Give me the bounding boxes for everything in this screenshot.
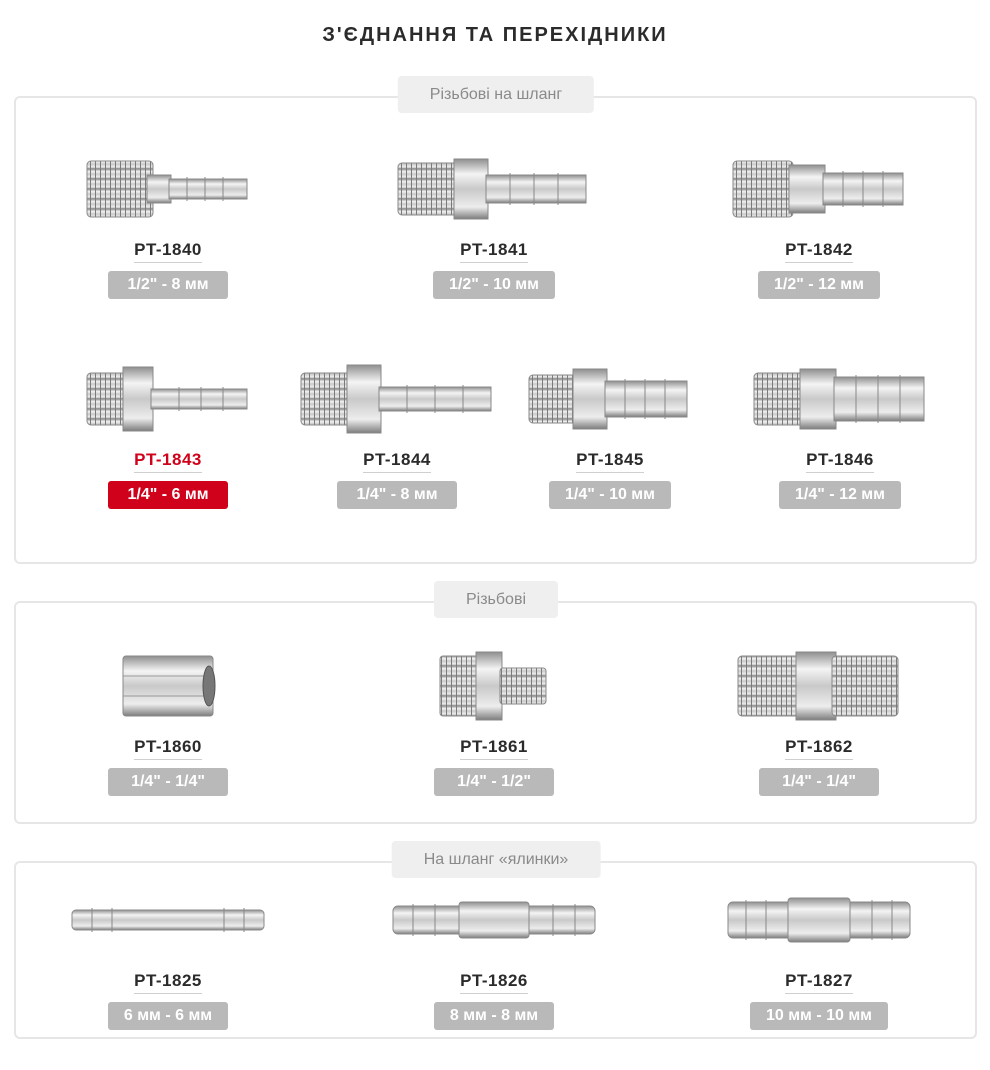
product-code[interactable]: PT-1845 — [576, 450, 644, 473]
product-card[interactable] — [495, 354, 725, 509]
product-code[interactable]: PT-1860 — [134, 737, 202, 760]
product-card[interactable] — [725, 354, 955, 509]
hose-splicer-icon — [724, 875, 914, 965]
product-code[interactable]: PT-1844 — [363, 450, 431, 473]
product-size-badge: 1/4" - 1/4" — [759, 768, 879, 796]
product-size-badge: 1/2" - 12 мм — [758, 271, 880, 299]
product-card[interactable] — [282, 354, 512, 509]
product-size-badge: 1/4" - 10 мм — [549, 481, 671, 509]
section-threaded-hose — [14, 86, 977, 564]
section-tab[interactable]: На шланг «ялинки» — [392, 841, 601, 878]
product-size-badge: 8 мм - 8 мм — [434, 1002, 554, 1030]
product-code[interactable]: PT-1826 — [460, 971, 528, 994]
product-code[interactable]: PT-1862 — [785, 737, 853, 760]
product-card[interactable] — [379, 875, 609, 1030]
product-size-badge: 1/4" - 8 мм — [337, 481, 457, 509]
product-code[interactable]: PT-1861 — [460, 737, 528, 760]
product-code[interactable]: PT-1841 — [460, 240, 528, 263]
product-size-badge: 1/4" - 12 мм — [779, 481, 901, 509]
hose-barb-fitting-icon — [525, 354, 695, 444]
product-size-badge: 1/4" - 1/2" — [434, 768, 554, 796]
product-card[interactable] — [379, 641, 609, 796]
product-code[interactable]: PT-1843 — [134, 450, 202, 473]
product-card[interactable] — [53, 354, 283, 509]
product-size-badge: 1/4" - 1/4" — [108, 768, 228, 796]
product-size-badge: 1/2" - 10 мм — [433, 271, 555, 299]
product-card[interactable] — [704, 875, 934, 1030]
product-code[interactable]: PT-1825 — [134, 971, 202, 994]
hose-barb-fitting-icon — [394, 144, 594, 234]
hose-barb-fitting-icon — [83, 354, 253, 444]
product-code[interactable]: PT-1846 — [806, 450, 874, 473]
product-card[interactable] — [379, 144, 609, 299]
product-size-badge: 6 мм - 6 мм — [108, 1002, 228, 1030]
product-card[interactable] — [704, 144, 934, 299]
hose-splicer-icon — [68, 875, 268, 965]
product-code[interactable]: PT-1842 — [785, 240, 853, 263]
product-size-badge: 1/2" - 8 мм — [108, 271, 228, 299]
section-tab[interactable]: Різьбові — [434, 581, 558, 618]
hose-barb-fitting-icon — [750, 354, 930, 444]
product-size-badge: 10 мм - 10 мм — [750, 1002, 888, 1030]
hose-barb-fitting-icon — [729, 144, 909, 234]
section-threaded — [14, 591, 977, 824]
product-card[interactable] — [53, 144, 283, 299]
product-card[interactable] — [704, 641, 934, 796]
section-tab[interactable]: Різьбові на шланг — [398, 76, 594, 113]
hose-splicer-icon — [389, 875, 599, 965]
double-nipple-icon — [734, 641, 904, 731]
reducer-nipple-icon — [434, 641, 554, 731]
female-coupling-icon — [113, 641, 223, 731]
product-card[interactable] — [53, 641, 283, 796]
product-size-badge: 1/4" - 6 мм — [108, 481, 228, 509]
product-card[interactable] — [53, 875, 283, 1030]
product-code[interactable]: PT-1827 — [785, 971, 853, 994]
hose-barb-fitting-icon — [83, 144, 253, 234]
section-hose-splicers — [14, 851, 977, 1039]
page-title: З'ЄДНАННЯ ТА ПЕРЕХІДНИКИ — [322, 24, 668, 46]
product-code[interactable]: PT-1840 — [134, 240, 202, 263]
hose-barb-fitting-icon — [297, 354, 497, 444]
